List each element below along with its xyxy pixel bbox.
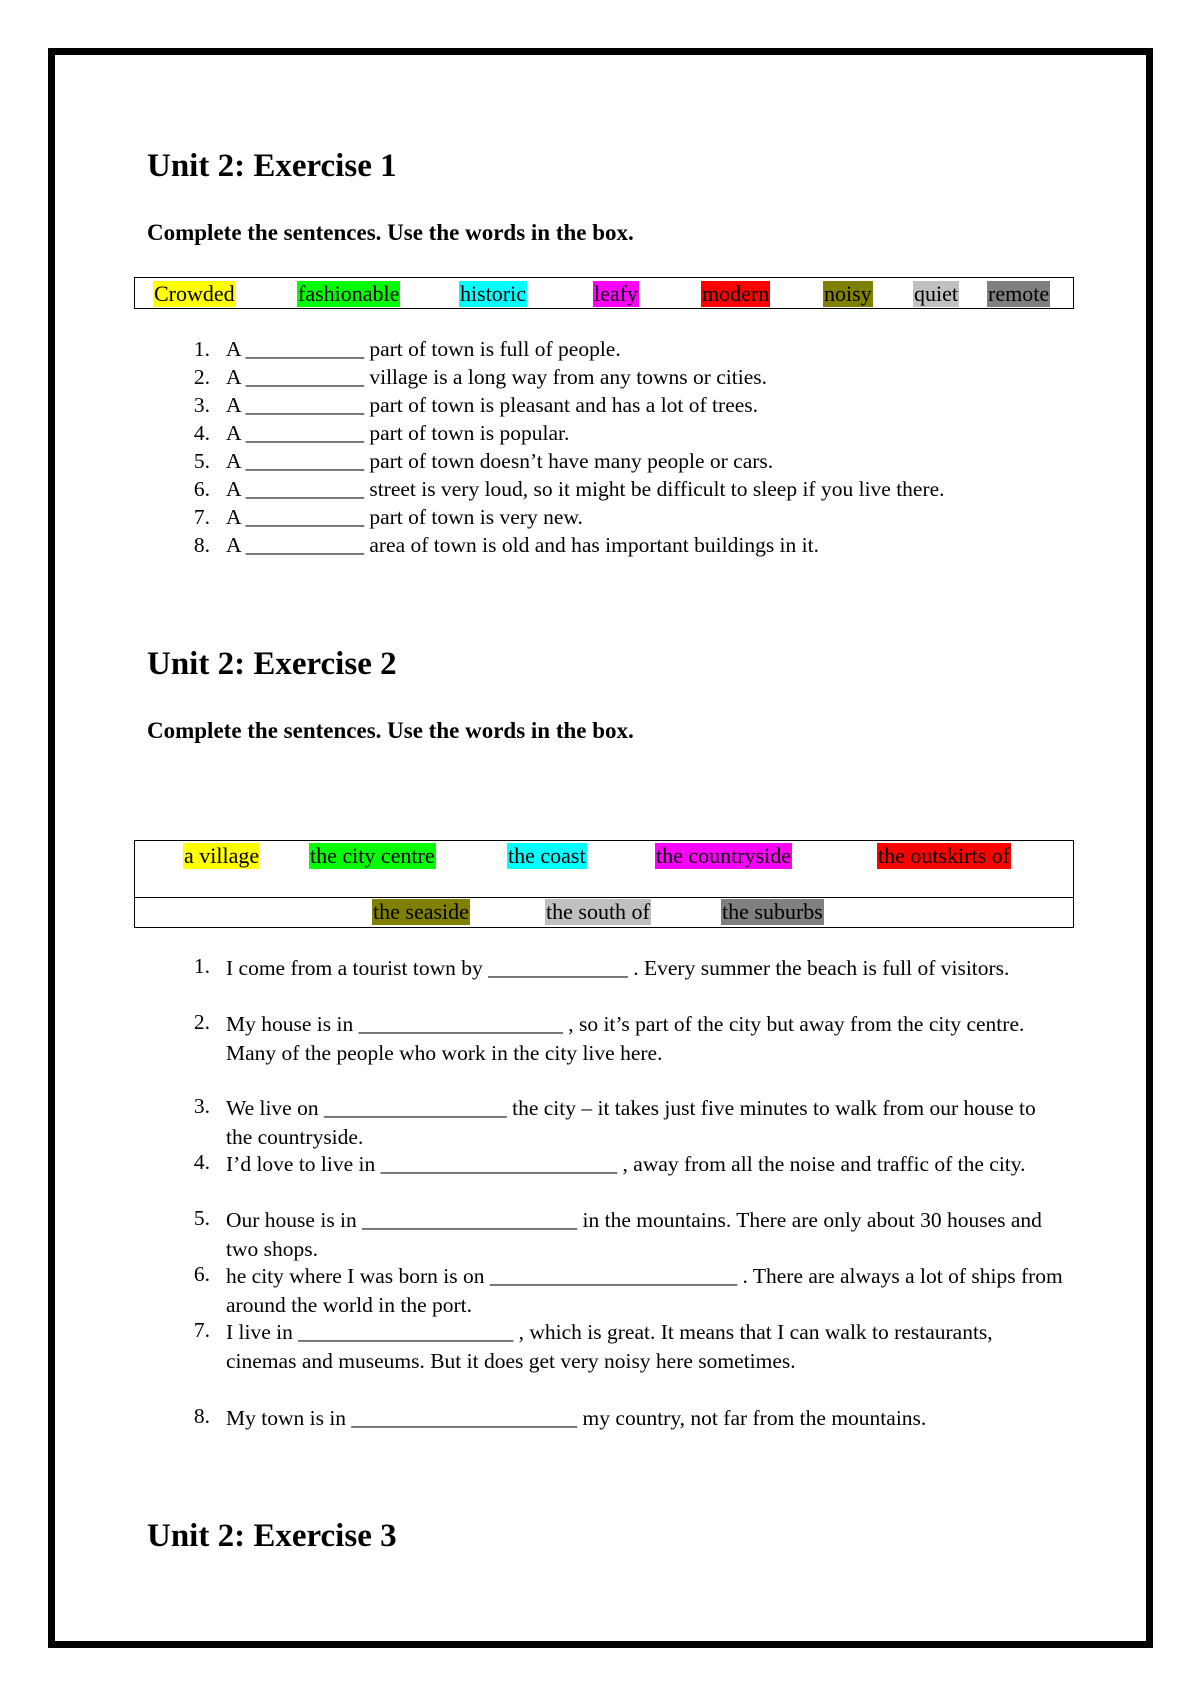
word-box-divider (135, 897, 1073, 898)
word-box-item: leafy (594, 281, 638, 306)
word-box-item: remote (988, 281, 1050, 306)
word-box-item: the south of (546, 899, 650, 924)
word-box-item: modern (702, 281, 770, 306)
word-box-item: historic (460, 281, 526, 306)
word-box-item: the city centre (310, 843, 435, 868)
word-box-item: the outskirts of (878, 843, 1010, 868)
exercise-2-instruction: Complete the sentences. Use the words in the box. (147, 718, 634, 743)
word-box-item: the coast (508, 843, 586, 868)
word-box-item: fashionable (298, 281, 400, 306)
exercise-3-heading: Unit 2: Exercise 3 (147, 1518, 397, 1554)
word-box-item: the seaside (373, 899, 469, 924)
exercise-1-instruction: Complete the sentences. Use the words in the box. (147, 220, 634, 245)
word-box-item: quiet (914, 281, 958, 306)
exercise-2-heading: Unit 2: Exercise 2 (147, 646, 397, 682)
word-box-item: the suburbs (722, 899, 823, 924)
exercise-1-heading: Unit 2: Exercise 1 (147, 148, 397, 184)
exercise-1-word-box (134, 277, 1074, 309)
word-box-item: Crowded (154, 281, 235, 306)
exercise-2-word-box (134, 840, 1074, 928)
word-box-item: the countryside (656, 843, 792, 868)
word-box-item: a village (184, 843, 260, 868)
word-box-item: noisy (824, 281, 872, 306)
